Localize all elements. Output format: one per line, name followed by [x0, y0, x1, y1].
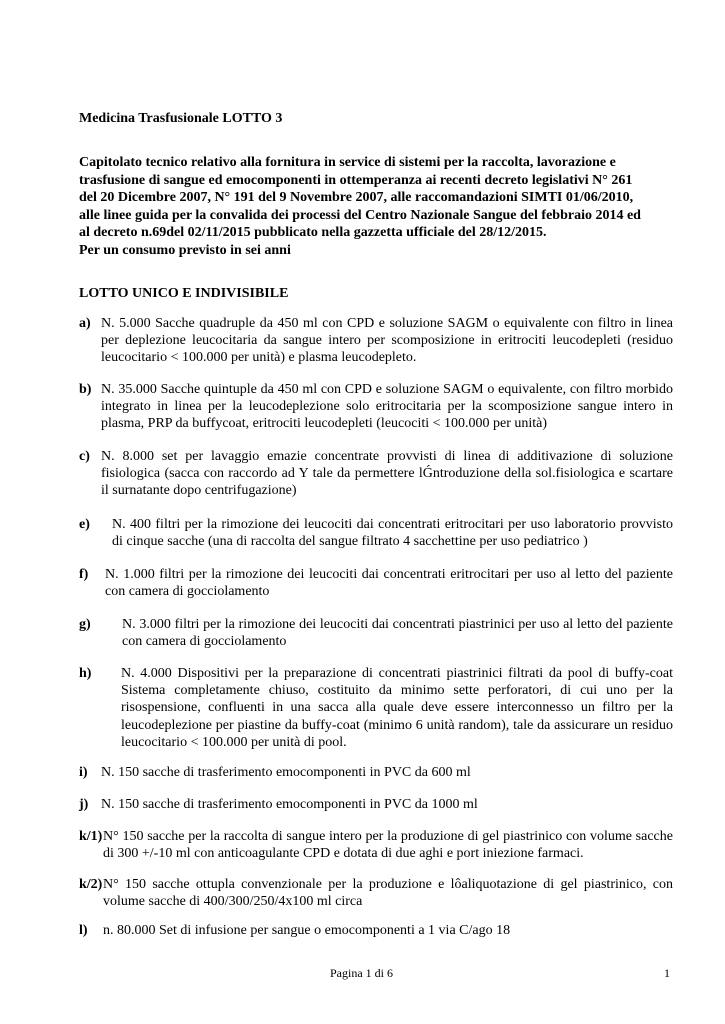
item-text: N° 150 sacche per la raccolta di sangue intero per la produzione di gel piastrinico con volume sacche di 300 +/-10 ml con anticoagulante CPD e dotata di due aghi e port iniezione farmaci. [103, 829, 673, 862]
item-text: N. 150 sacche di trasferimento emocomponenti in PVC da 600 ml [101, 765, 471, 780]
page-footer-label: Pagina 1 di 6 [330, 966, 393, 980]
item-marker: c) [79, 449, 90, 464]
list-item [79, 665, 673, 751]
item-text: N. 5.000 Sacche quadruple da 450 ml con CPD e soluzione SAGM o equivalente con filtro in linea per deplezione leucocitaria da sangue intero per scomposizione in eritrociti leucodepleti (residuo leucocitario < 100.000 per unità) e plasma leucodepleto. [101, 316, 673, 366]
intro-paragraph [79, 154, 673, 260]
intro-line: alle linee guida per la convalida dei processi del Centro Nazionale Sangue del febbraio 2014 ed [79, 207, 641, 223]
list-item [79, 381, 673, 433]
item-text: N. 1.000 filtri per la rimozione dei leucociti dai concentrati eritrocitari per uso al letto del paziente con camera di gocciolamento [105, 567, 673, 600]
item-text: N. 150 sacche di trasferimento emocomponenti in PVC da 1000 ml [101, 797, 478, 812]
item-marker: j) [79, 797, 89, 812]
item-marker: k/2) [79, 877, 103, 892]
list-item [79, 516, 673, 550]
item-marker: b) [79, 382, 92, 397]
item-text: n. 80.000 Set di infusione per sangue o emocomponenti a 1 via C/ago 18 [103, 923, 511, 938]
item-marker: e) [79, 517, 90, 532]
item-marker: h) [79, 666, 92, 681]
list-item [79, 448, 673, 500]
intro-line: trasfusione di sangue ed emocomponenti in ottemperanza ai recenti decreto legislativi N° 261 [79, 172, 633, 188]
list-item [79, 922, 673, 939]
intro-line: Per un consumo previsto in sei anni [79, 242, 291, 258]
document-title: Medicina Trasfusionale LOTTO 3 [79, 111, 283, 126]
list-item [79, 566, 673, 600]
list-item [79, 616, 673, 650]
item-text: N° 150 sacche ottupla convenzionale per la produzione e lôaliquotazione di gel piastrinico, con volume sacche di 400/300/250/4x100 ml circa [103, 877, 673, 910]
item-marker: a) [79, 316, 91, 331]
list-item [79, 796, 673, 813]
list-item [79, 764, 673, 781]
intro-line: del 20 Dicembre 2007, N° 191 del 9 Novembre 2007, alle raccomandazioni SIMTI 01/06/2010, [79, 190, 634, 206]
list-item [79, 315, 673, 367]
page-number: 1 [664, 966, 670, 980]
item-text: N. 8.000 set per lavaggio emazie concentrate provvisti di linea di additivazione di soluzione fisiologica (sacca con raccordo ad Y tale da permettere lǴntroduzione della sol.fisiologica e scartare il surnatante dopo centrifugazione) [101, 449, 673, 499]
intro-line: al decreto n.69del 02/11/2015 pubblicato nella gazzetta ufficiale del 28/12/2015. [79, 225, 547, 241]
item-text: N. 35.000 Sacche quintuple da 450 ml con CPD e soluzione SAGM o equivalente, con filtro morbido integrato in linea per la leucodeplezione solo eritrocitaria per la scomposizione sangue intero in plasma, PRP da buffycoat, eritrociti leucodepleti (leucociti < 100.000 per unità) [101, 382, 673, 432]
item-marker: f) [79, 567, 89, 582]
item-text: N. 3.000 filtri per la rimozione dei leucociti dai concentrati piastrinici per uso al letto del paziente con camera di gocciolamento [122, 617, 673, 650]
item-marker: k/1) [79, 829, 103, 844]
lotto-heading: LOTTO UNICO E INDIVISIBILE [79, 286, 289, 301]
list-item [79, 876, 673, 910]
item-marker: i) [79, 765, 88, 780]
intro-line: Capitolato tecnico relativo alla fornitura in service di sistemi per la raccolta, lavorazione e [79, 155, 616, 170]
list-item [79, 828, 673, 862]
item-text: N. 400 filtri per la rimozione dei leucociti dai concentrati eritrocitari per uso laboratorio provvisto di cinque sacche (una di raccolta del sangue filtrato 4 sacchettine per uso pediatrico ) [112, 517, 673, 550]
item-marker: g) [79, 617, 91, 632]
item-text: N. 4.000 Dispositivi per la preparazione di concentrati piastrinici filtrati da pool di buffy-coat Sistema completamente chiuso, costituito da minimo sette perforatori, di cui uno per la risospensione, confluenti in una sacca alla quale deve essere interconnesso un filtro per la leucodeplezione per piastine da buffy-coat (minimo 6 unità random), tale da assicurare un residuo leucocitario < 100.000 per unità di pool. [121, 666, 673, 750]
item-marker: l) [79, 923, 88, 938]
